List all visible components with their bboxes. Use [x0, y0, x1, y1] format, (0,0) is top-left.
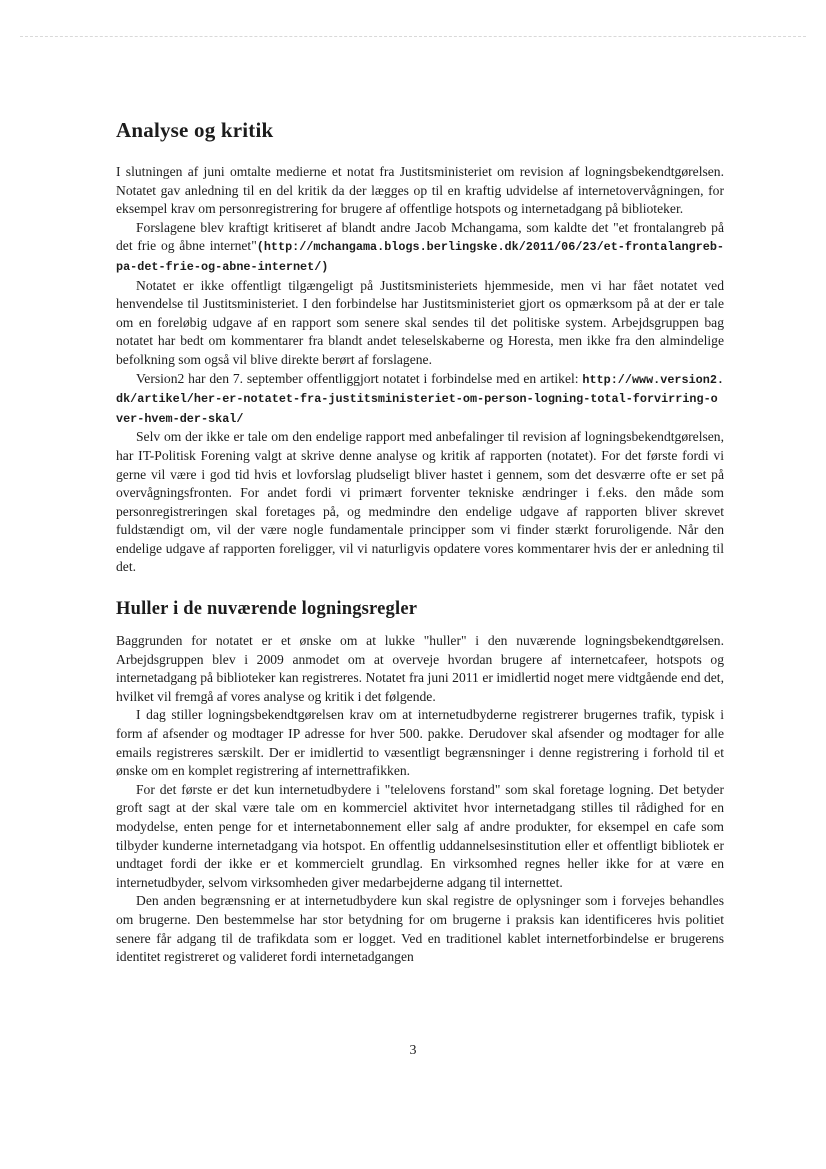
document-page [116, 118, 724, 967]
paragraph: For det første er det kun internetudbydere i "telelovens forstand" som skal foretage logning. Det betyder groft sagt at der skal være tale om en kommerciel aktivitet hvor internetadgang stilles til rådighed for en modydelse, enten penge for et internetabonnement eller salg af andre produkter, for eksempel en cafe som tilbyder kunderne internetadgang via hotspot. En offentlig uddannelsesinstitution eller et offentligt bibliotek er undtaget fordi der ikke er et kommercielt grundlag. En virksomhed regnes heller ikke for at være en internetudbyder, selvom virksomheden giver medarbejderne adgang til internettet. [116, 781, 724, 890]
link-url: (http://mchangama.blogs.berlingske.dk/2011/06/23/et-frontalangreb-pa-det-frie-og-abne-internet/) [116, 240, 724, 274]
link-url: http://www.version2.dk/artikel/her-er-notatet-fra-justitsministeriet-om-person-logning-total-forvirring-over-hvem-der-skal/ [116, 372, 724, 426]
paragraph-text: Version2 har den 7. september offentliggjort notatet i forbindelse med en artikel: [136, 370, 579, 386]
paragraph [116, 370, 724, 429]
paragraph: Baggrunden for notatet er et ønske om at lukke "huller" i den nuværende logningsbekendtgørelsen. Arbejdsgruppen blev i 2009 anmodet om at overveje hvordan brugere af internetcafeer, hotspots og internetadgang på biblioteker kan registreres. Notatet fra juni 2011 er imidlertid noget mere vidtgående end det, hvilket vil fremgå af vores analyse og kritik i det følgende. [116, 633, 724, 704]
scan-edge-line [20, 36, 806, 37]
paragraph [116, 219, 724, 277]
paragraph: I slutningen af juni omtalte medierne et notat fra Justitsministeriet om revision af logningsbekendtgørelsen. Notatet gav anledning til en del kritik da der lægges op til en kraftig udvidelse af internetovervågningen, for eksempel krav om personregistrering for brugere af offentlige hotspots og internetadgang på biblioteker. [116, 164, 724, 217]
paragraph: Den anden begrænsning er at internetudbydere kun skal registre de oplysninger som i forvejes behandles om brugerne. Den bestemmelse har stor betydning for om brugerne i praksis kan identificeres hvis politiet senere får adgang til de trafikdata som er logget. Ved en traditionel kablet internetforbindelse er brugerens identitet registreret og valideret fordi internetadgangen [116, 893, 724, 965]
paragraph: Notatet er ikke offentligt tilgængeligt på Justitsministeriets hjemmeside, men vi har fået notatet ved henvendelse til Justitsministeriet. I den forbindelse har Justitsministeriet gjort os opmærksom på at der er tale om en foreløbig udgave af en rapport som senere skal sendes til det politiske system. Arbejdsgruppen bag notatet har bedt om kommentarer fra blandt andet teleselskaberne og Horesta, men ikke fra den almindelige befolkning som også vil blive direkte berørt af forslagene. [116, 277, 724, 367]
paragraph: Selv om der ikke er tale om den endelige rapport med anbefalinger til revision af logningsbekendtgørelsen, har IT-Politisk Forening valgt at skrive denne analyse og kritik af rapporten (notatet). For det første fordi vi gerne vil være i god tid hvis et lovforslag pludseligt bliver hastet i gennem, som det desværre ofte er set på overvågningsfronten. For andet fordi vi primært forventer tekniske ændringer i f.eks. den måde som personregistreringen skal foretages på, og medmindre den endelige udgave af rapporten bliver skrevet fuldstændigt om, vil der være nogle fundamentale principper som vi finder stærkt foruroligende. Når den endelige udgave af rapporten foreligger, vil vi naturligvis opdatere vores kommentarer hvis der er anledning til det. [116, 429, 724, 575]
paragraph: I dag stiller logningsbekendtgørelsen krav om at internetudbyderne registrerer brugernes trafik, typisk i form af afsender og modtager IP adresse for hver 500. pakke. Derudover skal afsender og modtager for alle emails registreres særskilt. Der er imidlertid to væsentligt begrænsninger i denne registrering i forhold til et ønske om en komplet registrering af internettrafikken. [116, 707, 724, 779]
section-heading-analyse: Analyse og kritik [116, 118, 274, 142]
paragraph-text: Forslagene blev kraftigt kritiseret af blandt andre Jacob Mchangama, som kaldte det "et frontalangreb på det frie og åbne internet" [116, 219, 724, 254]
section-heading-huller: Huller i de nuværende logningsregler [116, 599, 418, 620]
page-number: 3 [409, 1043, 417, 1058]
